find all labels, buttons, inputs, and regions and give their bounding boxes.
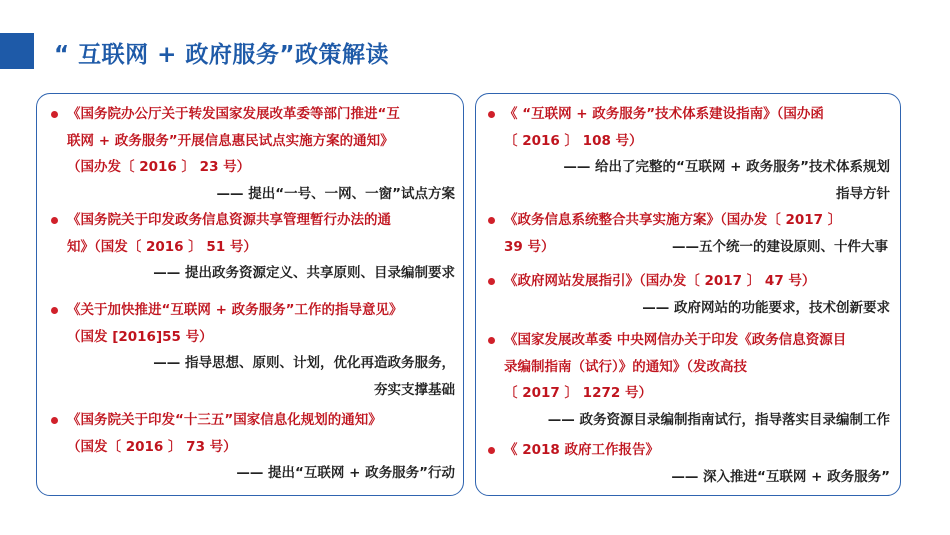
bullet-icon xyxy=(51,217,58,224)
policy-reference: 《关于加快推进“互联网 + 政务服务”工作的指导意见》 （国发 [2016]55 号） xyxy=(67,302,403,345)
policy-reference: 《国家发展改革委 中央网信办关于印发《政务信息资源目 录编制指南（试行）》的通知》（发改高技 〔 2017 〕 1272 号） xyxy=(504,332,847,401)
policy-note: —— 政府网站的功能要求，技术创新要求 xyxy=(642,299,890,316)
bullet-icon xyxy=(488,278,495,285)
policy-reference: 《国务院办公厅关于转发国家发展改革委等部门推进“互 联网 + 政务服务”开展信息惠民试点实施方案的通知》 （国办发〔 2016 〕 23 号） xyxy=(67,106,400,175)
policy-note: —— 指导思想、原则、计划，优化再造政务服务， 夯实支撑基础 xyxy=(153,355,455,398)
page-title: “ 互联网 + 政府服务”政策解读 xyxy=(54,42,390,68)
policy-reference: 《国务院关于印发“十三五”国家信息化规划的通知》 （国发〔 2016 〕 73 号） xyxy=(67,412,382,455)
policy-item xyxy=(51,407,457,487)
policy-item xyxy=(51,207,457,287)
policy-item xyxy=(488,437,892,490)
bullet-icon xyxy=(488,111,495,118)
policy-item xyxy=(488,268,892,321)
policy-reference: 《政务信息系统整合共享实施方案》（国办发〔 2017 〕 39 号） xyxy=(504,212,842,255)
bullet-icon xyxy=(51,111,58,118)
policy-note: —— 提出政务资源定义、共享原则、目录编制要求 xyxy=(153,265,455,281)
policy-item xyxy=(51,101,457,207)
policy-item xyxy=(51,297,457,403)
right-policy-panel xyxy=(475,93,901,496)
bullet-icon xyxy=(51,417,58,424)
left-policy-panel xyxy=(36,93,464,496)
policy-note: —— 政务资源目录编制指南试行，指导落实目录编制工作 xyxy=(547,411,890,428)
policy-reference: 《 2018 政府工作报告》 xyxy=(504,442,659,458)
policy-reference: 《政府网站发展指引》（国办发〔 2017 〕 47 号） xyxy=(504,273,816,289)
policy-reference: 《 “互联网 + 政务服务”技术体系建设指南》（国办函 〔 2016 〕 108 号） xyxy=(504,106,824,149)
policy-item xyxy=(488,101,892,207)
policy-reference: 《国务院关于印发政务信息资源共享管理暂行办法的通 知》（国发〔 2016 〕 51 号） xyxy=(67,212,391,255)
title-accent-bar xyxy=(0,33,34,69)
bullet-icon xyxy=(488,217,495,224)
policy-note: —— 提出“一号、一网、一窗”试点方案 xyxy=(216,185,455,202)
bullet-icon xyxy=(488,447,495,454)
policy-item xyxy=(488,327,892,433)
policy-note: —— 给出了完整的“互联网 + 政务服务”技术体系规划 指导方针 xyxy=(563,159,890,202)
bullet-icon xyxy=(51,307,58,314)
policy-note: —— 提出“互联网 + 政务服务”行动 xyxy=(236,465,455,481)
policy-note: ——五个统一的建设原则、十件大事 xyxy=(672,239,888,255)
policy-note: —— 深入推进“互联网 + 政务服务” xyxy=(671,468,890,485)
bullet-icon xyxy=(488,337,495,344)
